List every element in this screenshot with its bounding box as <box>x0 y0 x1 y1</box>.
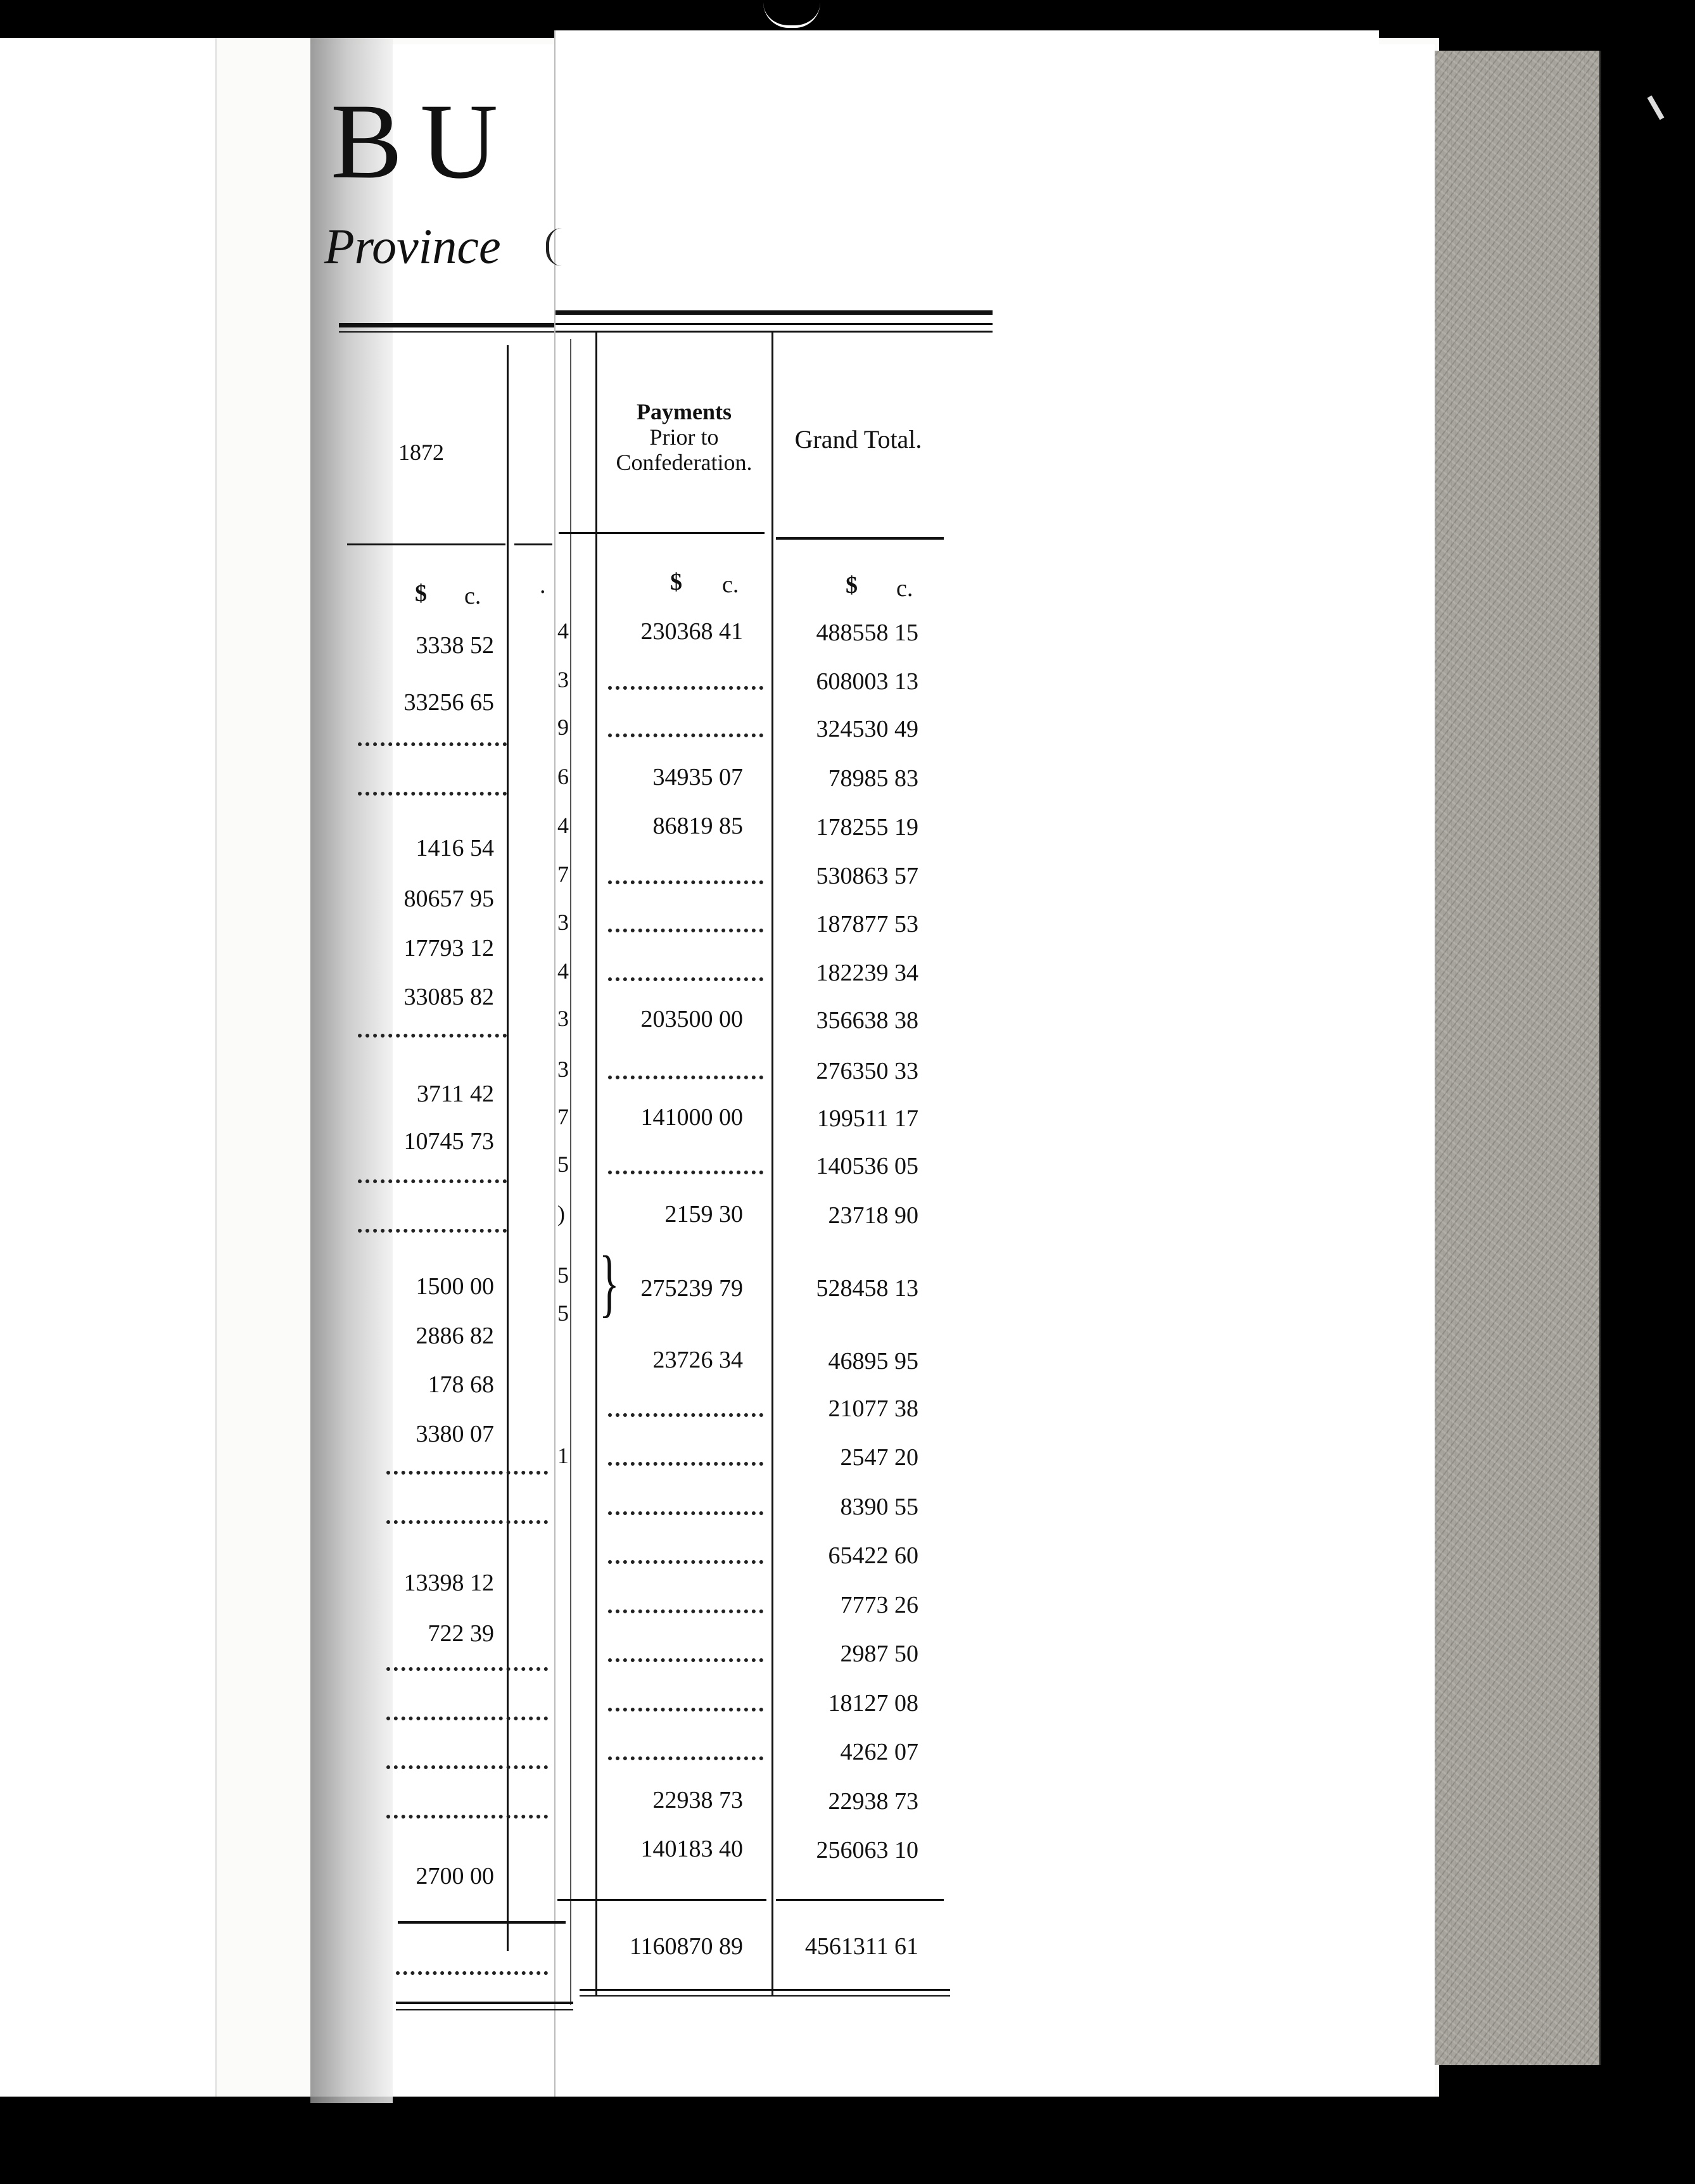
cell-1872: 3380 07 <box>416 1421 494 1447</box>
film-speck-right <box>1647 96 1665 120</box>
dots-prior <box>608 1171 763 1174</box>
cell-cut-column: 5 <box>557 1262 569 1288</box>
col-rule-1872-right <box>507 345 509 1951</box>
cell-total: 530863 57 <box>816 863 918 889</box>
cell-cut-column: ) <box>557 1201 565 1226</box>
cell-total: 178255 19 <box>816 814 918 841</box>
unit-dollar-1872: $ <box>415 580 427 607</box>
cell-1872: 2700 00 <box>416 1863 494 1889</box>
dots-1872 <box>386 1717 548 1720</box>
cell-total: 140536 05 <box>816 1153 918 1179</box>
cell-cut-column: 3 <box>557 1006 569 1031</box>
cell-total: 528458 13 <box>816 1275 918 1302</box>
dots-1872 <box>386 1471 548 1475</box>
dots-1872 <box>358 1229 507 1233</box>
dots-prior <box>608 1413 763 1417</box>
cell-1872: 3711 42 <box>416 1081 494 1107</box>
cell-total: 4262 07 <box>840 1739 918 1765</box>
film-speck-top <box>763 0 820 28</box>
cell-1872: 1500 00 <box>416 1273 494 1300</box>
cell-cut-column: 1 <box>557 1443 569 1468</box>
cell-cut-column: 3 <box>557 1057 569 1082</box>
cell-cut-column: 4 <box>557 618 569 644</box>
cell-prior: 140183 40 <box>640 1836 743 1862</box>
cell-total: 199511 17 <box>816 1105 918 1132</box>
dots-prior <box>608 733 763 737</box>
dots-1872 <box>386 1520 548 1524</box>
cell-1872: 178 68 <box>428 1371 494 1398</box>
cell-total: 46895 95 <box>828 1348 918 1375</box>
cell-1872: 33085 82 <box>403 984 494 1010</box>
cell-cut-column: 3 <box>557 667 569 692</box>
cell-1872: 722 39 <box>428 1620 494 1647</box>
cell-total: 7773 26 <box>840 1592 918 1618</box>
unit-cents-1872: c. <box>464 583 481 609</box>
dots-prior <box>608 1560 763 1564</box>
header-rule-total <box>776 537 944 540</box>
cell-total: 78985 83 <box>828 765 918 792</box>
cell-total: 488558 15 <box>816 619 918 646</box>
cell-total: 182239 34 <box>816 960 918 986</box>
cell-prior: 275239 79 <box>640 1275 743 1302</box>
cell-total: 2987 50 <box>840 1641 918 1667</box>
dots-prior <box>608 1462 763 1466</box>
dots-prior <box>608 880 763 884</box>
col-rule-strip-edge <box>570 339 571 2005</box>
bottom-rule-1872-1 <box>396 2002 573 2004</box>
cell-total: 2547 20 <box>840 1444 918 1471</box>
cell-total: 22938 73 <box>828 1788 918 1815</box>
cell-total: 608003 13 <box>816 668 918 695</box>
dots-1872 <box>358 1034 507 1038</box>
cell-cut-column: 5 <box>557 1152 569 1177</box>
row-group-brace: } <box>599 1240 619 1324</box>
cell-total: 324530 49 <box>816 716 918 742</box>
dots-prior <box>608 1658 763 1662</box>
dots-1872 <box>386 1667 548 1671</box>
header-prior-line-2: Prior to <box>649 424 719 450</box>
grand-total: 4561311 61 <box>804 1933 918 1960</box>
cell-cut-column: 7 <box>557 1104 569 1129</box>
cell-cut-column: 3 <box>557 910 569 935</box>
header-rule-1872 <box>347 543 505 545</box>
unit-cents-cut: . <box>540 572 546 599</box>
header-1872: 1872 <box>398 440 444 465</box>
cell-1872: 1416 54 <box>416 835 494 861</box>
cell-cut-column: 4 <box>557 958 569 984</box>
cell-1872: 3338 52 <box>416 632 494 659</box>
dots-prior <box>608 929 763 932</box>
cell-prior: 22938 73 <box>652 1787 743 1813</box>
header-rule-cut <box>514 543 552 545</box>
top-rule-right-2 <box>555 323 993 325</box>
totals-rule-cut <box>557 1899 599 1901</box>
header-prior-line-1: Payments <box>637 399 732 424</box>
cell-prior: 34935 07 <box>652 764 743 790</box>
cell-prior: 230368 41 <box>640 618 743 645</box>
cell-1872: 13398 12 <box>403 1570 494 1596</box>
cell-total: 65422 60 <box>828 1542 918 1569</box>
cell-total: 23718 90 <box>828 1202 918 1229</box>
dots-prior <box>608 1756 763 1760</box>
cell-1872: 10745 73 <box>403 1128 494 1155</box>
unit-cents-total: c. <box>896 575 913 602</box>
left-page <box>0 38 215 2097</box>
unit-dollar-prior: $ <box>670 569 682 595</box>
cell-cut-column: 9 <box>557 714 569 740</box>
cell-total: 21077 38 <box>828 1395 918 1422</box>
cell-total: 18127 08 <box>828 1690 918 1717</box>
totals-rule-1872 <box>398 1921 566 1924</box>
cell-cut-column: 4 <box>557 813 569 838</box>
top-rule-right-1 <box>555 310 993 315</box>
unit-dollar-total: $ <box>846 572 858 599</box>
top-rule-left-1 <box>339 323 554 327</box>
cell-cut-column: 5 <box>557 1300 569 1326</box>
cell-total: 187877 53 <box>816 911 918 937</box>
dots-1872 <box>358 1179 507 1183</box>
col-rule-prior-left <box>595 333 597 1995</box>
bottom-rule-right-2 <box>580 1995 950 1997</box>
col-rule-total-left <box>771 333 773 1995</box>
cell-prior: 141000 00 <box>640 1104 743 1131</box>
total-1872-dots <box>396 1971 548 1975</box>
dots-1872 <box>386 1765 548 1769</box>
cell-prior: 203500 00 <box>640 1006 743 1032</box>
totals-rule-prior <box>599 1899 766 1901</box>
cell-prior: 23726 34 <box>652 1347 743 1373</box>
dots-prior <box>608 1511 763 1515</box>
cell-total: 256063 10 <box>816 1837 918 1863</box>
cell-total: 356638 38 <box>816 1007 918 1034</box>
header-prior-line-3: Confederation. <box>616 450 752 475</box>
totals-rule-total <box>776 1899 944 1901</box>
bottom-rule-right-1 <box>580 1989 950 1991</box>
page-subtitle: Province <box>324 219 501 274</box>
dots-prior <box>608 1708 763 1711</box>
cell-prior: 2159 30 <box>664 1201 743 1228</box>
top-rule-right-3 <box>555 331 993 333</box>
cell-1872: 80657 95 <box>403 886 494 912</box>
bottom-rule-1872-2 <box>396 2009 573 2010</box>
cell-total: 276350 33 <box>816 1058 918 1084</box>
cell-cut-column: 6 <box>557 764 569 789</box>
page-fold-shadow <box>310 38 393 2103</box>
cell-prior: 86819 85 <box>652 813 743 839</box>
dots-prior <box>608 1609 763 1613</box>
unit-cents-prior: c. <box>722 571 739 598</box>
header-grand-total: Grand Total. <box>794 425 922 454</box>
dots-1872 <box>386 1815 548 1819</box>
dots-prior <box>608 1076 763 1079</box>
dots-prior <box>608 977 763 981</box>
cell-1872: 33256 65 <box>403 689 494 716</box>
dots-1872 <box>358 792 507 796</box>
cell-1872: 2886 82 <box>416 1323 494 1349</box>
header-rule-prior <box>559 532 765 534</box>
top-rule-left-2 <box>339 331 554 333</box>
cell-total: 8390 55 <box>840 1494 918 1520</box>
total-prior: 1160870 89 <box>629 1933 743 1960</box>
dots-prior <box>608 686 763 690</box>
cell-cut-column: 7 <box>557 861 569 887</box>
dots-1872 <box>358 742 507 746</box>
cell-1872: 17793 12 <box>403 935 494 962</box>
header-prior-payments <box>599 399 770 475</box>
page-title: BU <box>331 82 516 201</box>
